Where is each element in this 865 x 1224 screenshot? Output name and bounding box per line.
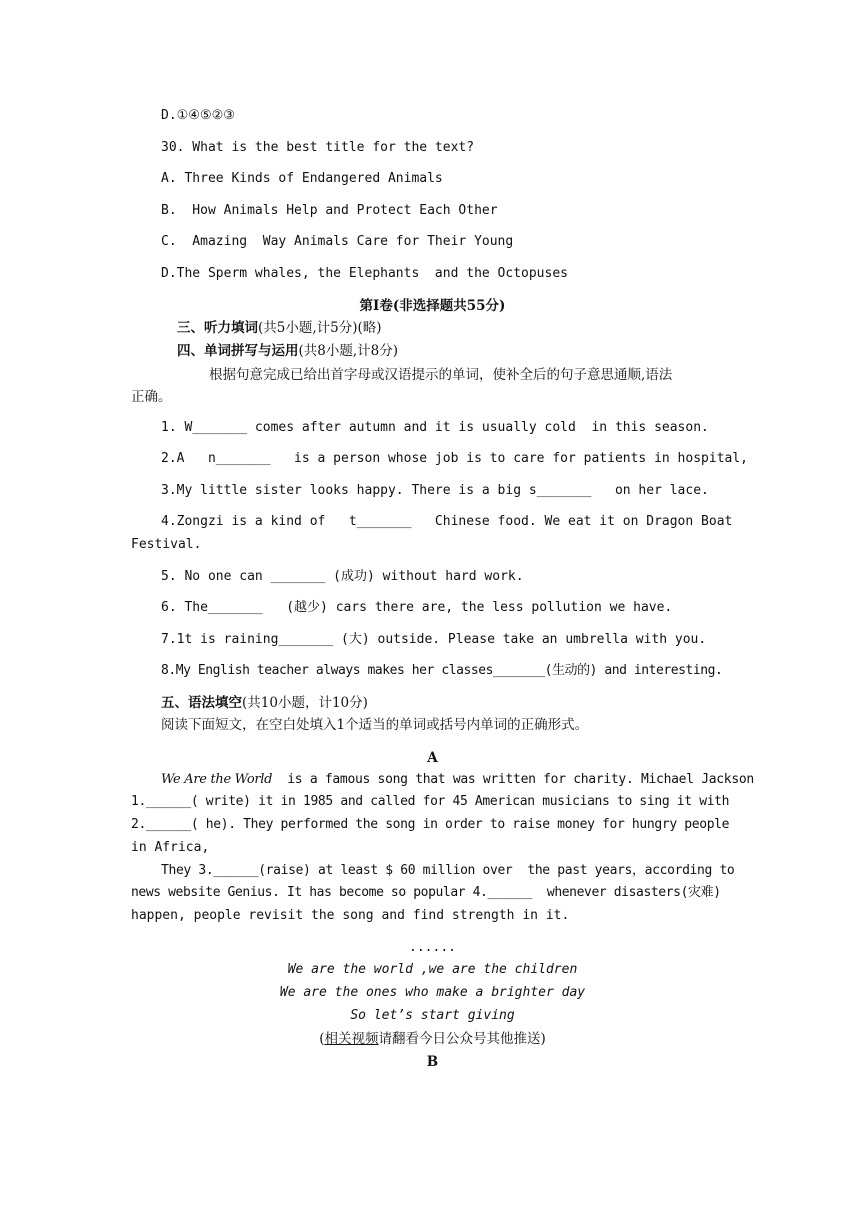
spelling-item-4-cont: Festival. [131, 537, 202, 552]
spelling-item-8: 8.My English teacher always makes her classes_______(生动的) and interesting. [161, 663, 723, 678]
passage-a-label: A [427, 750, 438, 766]
passage-a-line1 [161, 771, 754, 789]
video-note-prefix: ( [319, 1031, 325, 1047]
q30-option-c: C. Amazing Way Animals Care for Their Young [161, 234, 514, 249]
spelling-item-3: 3.My little sister looks happy. There is a big s_______ on her lace. [161, 483, 709, 498]
passage-a-line3: 2.______( he). They performed the song in order to raise money for hungry people [131, 817, 730, 832]
section5-heading-line [161, 694, 368, 712]
spelling-item-7: 7.1t is raining_______ (大) outside. Please take an umbrella with you. [161, 632, 707, 647]
song-title: We Are the World [161, 772, 273, 787]
passage-b-label: B [426, 1054, 439, 1070]
spelling-item-4: 4.Zongzi is a kind of t_______ Chinese food. We eat it on Dragon Boat [161, 514, 733, 529]
section4-heading-line [177, 342, 398, 360]
section4-instruction-line2: 正确。 [131, 389, 172, 405]
spelling-item-1: 1. W_______ comes after autumn and it is usually cold in this season. [161, 420, 709, 435]
section3-heading: 三、听力填词 [177, 320, 258, 336]
volume2-title: 第Ⅰ卷(非选择题共55分) [359, 298, 506, 314]
q30-question: 30. What is the best title for the text? [161, 140, 475, 155]
section4-note: (共8小题,计8分) [298, 343, 399, 359]
q29-option-d: D.①④⑤②③ [161, 108, 235, 123]
q30-option-a: A. Three Kinds of Endangered Animals [161, 171, 443, 186]
passage-a-line7: happen, people revisit the song and find strength in it. [131, 908, 570, 923]
section5-instruction: 阅读下面短文，在空白处填入1个适当的单词或括号内单词的正确形式。 [161, 717, 589, 733]
video-note [0, 1030, 865, 1048]
passage-a-line2: 1.______( write) it in 1985 and called for 45 American musicians to sing it with [131, 794, 730, 809]
lyrics-line3: So let’s start giving [350, 1008, 515, 1023]
q30-option-b: B. How Animals Help and Protect Each Other [161, 203, 498, 218]
video-note-rest: 请翻看今日公众号其他推送) [378, 1031, 546, 1047]
section4-instruction-line1: 根据句意完成已给出首字母或汉语提示的单词，使补全后的句子意思通顺,语法 [209, 367, 673, 383]
passage-a-line1-text: is a famous song that was written for charity. Michael Jackson [272, 772, 754, 787]
section4-heading: 四、单词拼写与运用 [177, 343, 299, 359]
section5-note: (共10小题，计10分) [242, 695, 368, 711]
section3-note: (共5小题,计5分)(略) [258, 320, 382, 336]
spelling-item-2: 2.A n_______ is a person whose job is to care for patients in hospital, [161, 451, 748, 466]
passage-a-line6: news website Genius. It has become so popular 4.______ whenever disasters(灾难) [131, 885, 721, 900]
section5-heading: 五、语法填空 [161, 695, 242, 711]
passage-a-line5: They 3.______(raise) at least $ 60 million over the past years，according to [161, 863, 735, 878]
lyrics-ellipsis: ...... [409, 940, 456, 955]
lyrics-line2: We are the ones who make a brighter day [279, 985, 586, 1000]
video-note-link[interactable]: 相关视频 [324, 1031, 379, 1047]
q30-option-d: D.The Sperm whales, the Elephants and the Octopuses [161, 266, 568, 281]
lyrics-line1: We are the world ,we are the children [287, 962, 578, 977]
passage-a-line4: in Africa, [131, 840, 210, 855]
section3-heading-line [177, 319, 382, 337]
spelling-item-6: 6. The_______ (越少) cars there are, the less pollution we have. [161, 600, 673, 615]
spelling-item-5: 5. No one can _______ (成功) without hard work. [161, 569, 524, 584]
